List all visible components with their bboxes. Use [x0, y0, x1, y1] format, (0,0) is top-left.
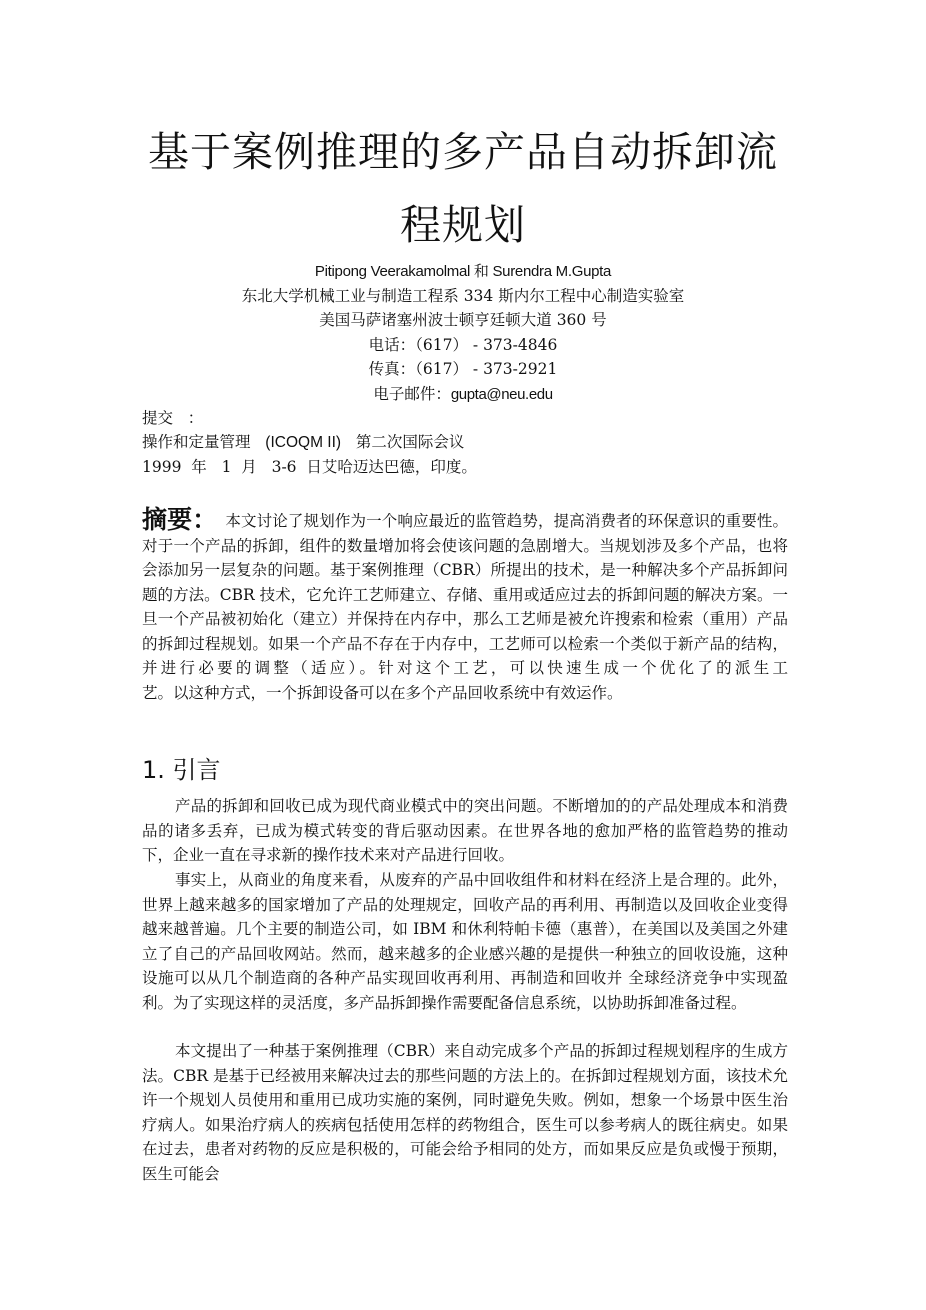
conference-line [142, 430, 464, 456]
abstract-heading: 摘要： [142, 505, 218, 534]
abstract-last-line: 艺。以这种方式，一个拆卸设备可以在多个产品回收系统中有效运作。 [142, 683, 623, 702]
title-line-2: 程规划 [400, 201, 526, 249]
submission-label: 提交 ： [142, 409, 204, 427]
intro-paragraph-3: 本文提出了一种基于案例推理（CBR）来自动完成多个产品的拆卸过程规划程序的生成方法。CBR 是基于已经被用来解决过去的那些问题的方法上的。在拆卸过程规划方面，该技术允许一个规划人员使用和重用已成功实施的案例，同时避免失败。例如，想象一个场景中医生治疗病人。如果治疗病人的疾病包括使用怎样的药物组合，医生可以参考病人的既往病史。如果在过去，患者对药物的反应是积极的，可能会给予相同的处方，而如果反应是负或慢于预期，医生可能会 [142, 1042, 788, 1183]
conference-prefix: 操作和定量管理 [142, 433, 266, 451]
abstract [142, 505, 788, 705]
intro-paragraph-2: 事实上，从商业的角度来看，从废弃的产品中回收组件和材料在经济上是合理的。此外，世界上越来越多的国家增加了产品的处理规定，回收产品的再利用、再制造以及回收企业变得越来越普遍。几个主要的制造公司，如 IBM 和休利特帕卡德（惠普），在美国以及美国之外建立了自己的产品回收网站。然而，越来越多的企业感兴趣的是提供一种独立的回收设施，这种设施可以从几个制造商的各种产品实现回收再利用、再制造和回收并 全球经济竞争中实现盈利。为了实现这样的灵活度，多产品拆卸操作需要配备信息系统，以协助拆卸准备过程。 [142, 871, 788, 1012]
affiliation-line-1: 东北大学机械工业与制造工程系 334 斯内尔工程中心制造实验室 [241, 287, 685, 305]
affiliation-line-2: 美国马萨诸塞州波士顿亨廷顿大道 360 号 [319, 311, 607, 329]
conference-suffix: 第二次国际会议 [341, 433, 465, 451]
title-line-1: 基于案例推理的多产品自动拆卸流 [148, 128, 778, 176]
email-line [0, 382, 926, 408]
phone: 电话：（617） - 373-4846 [368, 336, 558, 354]
section-heading-introduction: 1. 引言 [142, 756, 221, 784]
authors: Pitipong Veerakamolmal 和 Surendra M.Gupta [314, 263, 612, 280]
intro-paragraph-1: 产品的拆卸和回收已成为现代商业模式中的突出问题。不断增加的的产品处理成本和消费品的诸多丢弃，已成为模式转变的背后驱动因素。在世界各地的愈加严格的监管趋势的推动下，企业一直在寻求新的操作技术来对产品进行回收。 [142, 797, 788, 864]
fax: 传真：（617） - 373-2921 [368, 360, 558, 378]
abstract-body: 本文讨论了规划作为一个响应最近的监管趋势，提高消费者的环保意识的重要性。对于一个产品的拆卸，组件的数量增加将会使该问题的急剧增大。当规划涉及多个产品，也将会添加另一层复杂的问题。基于案例推理（CBR）所提出的技术，是一种解决多个产品拆卸问题的方法。CBR 技术，它允许工艺师建立、存储、重用或适应过去的拆卸问题的解决方案。一旦一个产品被初始化（建立）并保持在内存中，那么工艺师是被允许搜索和检索（重用）产品的拆卸过程规划。如果一个产品不存在于内存中，工艺师可以检索一个类似于新产品的结构，并进行必要的调整（适应）。针对这个工艺，可以快速生成一个优化了的派生工 [142, 512, 788, 677]
conference-abbr: (ICOQM II) [265, 434, 342, 451]
email-address: gupta@neu.edu [450, 386, 553, 403]
conference-date: 1999 年 1 月 3-6 日艾哈迈达巴德，印度。 [142, 458, 477, 476]
email-label: 电子邮件： [373, 385, 451, 403]
